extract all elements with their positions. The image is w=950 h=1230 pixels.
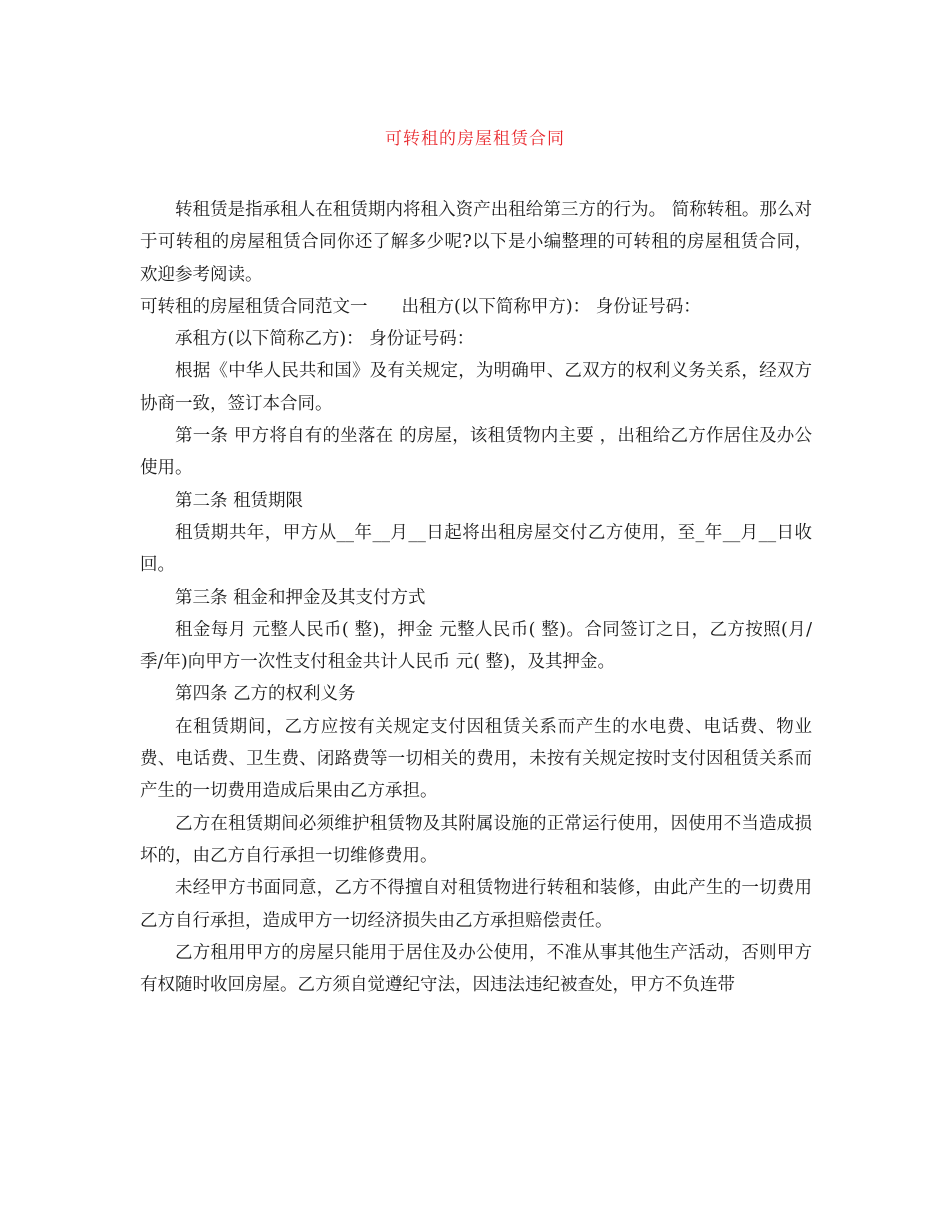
article-2-body: 租赁期共年，甲方从__年__月__日起将出租房屋交付乙方使用，至_年__月__日收回。 (140, 522, 812, 576)
article-2-title: 第二条 租赁期限 (175, 490, 304, 511)
article-4-paragraph-4: 乙方租用甲方的房屋只能用于居住及办公使用，不准从事其他生产活动，否则甲方有权随时收回房屋。乙方须自觉遵纪守法，因违法违纪被查处，甲方不负连带 (140, 942, 812, 996)
article-3-title: 第三条 租金和押金及其支付方式 (175, 587, 426, 608)
article-4-paragraph-3: 未经甲方书面同意，乙方不得擅自对租赁物进行转租和装修，由此产生的一切费用乙方自行承担，造成甲方一切经济损失由乙方承担赔偿责任。 (140, 878, 812, 931)
lessor-line: 出租方(以下简称甲方)： 身份证号码： (401, 296, 701, 317)
intro-paragraph: 转租赁是指承租人在租赁期内将租入资产出租给第三方的行为。 简称转租。那么对于可转租的房屋租赁合同你还了解多少呢?以下是小编整理的可转租的房屋租赁合同，欢迎参考阅读。 (140, 200, 812, 285)
document-title: 可转租的房屋租赁合同 (385, 129, 565, 149)
lessee-line: 承租方(以下简称乙方)： 身份证号码： (175, 329, 475, 350)
document-body (140, 194, 812, 1001)
article-4-paragraph-2: 乙方在租赁期间必须维护租赁物及其附属设施的正常运行使用，因使用不当造成损坏的，由乙方自行承担一切维修费用。 (140, 813, 812, 866)
sample-heading-line (140, 291, 812, 323)
article-4-title: 第四条 乙方的权利义务 (175, 684, 356, 705)
article-3-body: 租金每月 元整人民币( 整)，押金 元整人民币( 整)。合同签订之日，乙方按照(月/季/年)向甲方一次性支付租金共计人民币 元( 整)，及其押金。 (140, 619, 812, 673)
preamble-paragraph: 根据《中华人民共和国》及有关规定，为明确甲、乙双方的权利义务关系，经双方协商一致，签订本合同。 (140, 361, 812, 414)
article-4-paragraph-1: 在租赁期间，乙方应按有关规定支付因租赁关系而产生的水电费、电话费、物业费、电话费、卫生费、闭路费等一切相关的费用，未按有关规定按时支付因租赁关系而产生的一切费用造成后果由乙方承担。 (140, 716, 812, 802)
sample-heading: 可转租的房屋租赁合同范文一 (140, 296, 368, 317)
article-1: 第一条 甲方将自有的坐落在 的房屋，该租赁物内主要 ，出租给乙方作居住及办公使用。 (140, 426, 812, 479)
